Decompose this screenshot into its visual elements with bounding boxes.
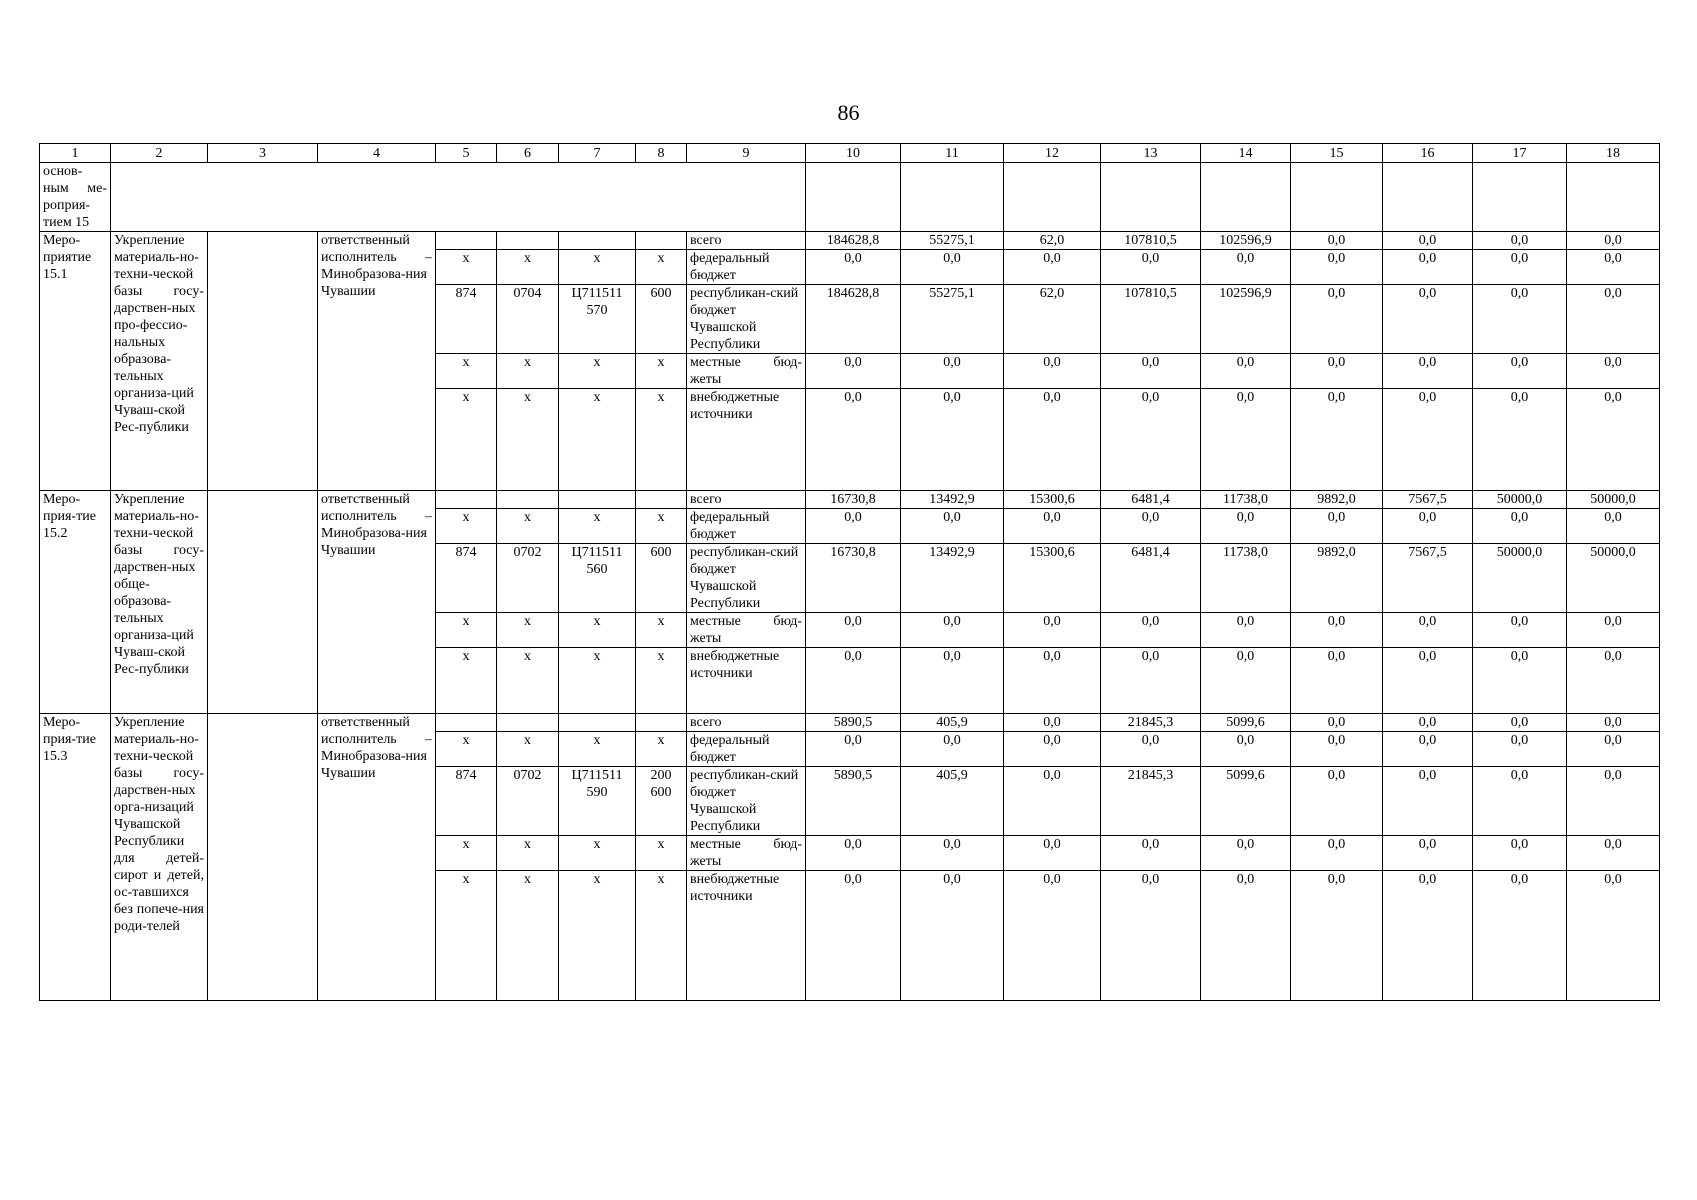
responsible-executor-cell: ответственный исполнитель – Минобразова-ния Чувашии — [318, 491, 436, 714]
amount-cell: 0,0 — [1473, 250, 1567, 285]
amount-cell: 5890,5 — [806, 767, 901, 836]
empty-cell — [208, 714, 318, 1001]
amount-cell: 0,0 — [1201, 613, 1291, 648]
code-expense-type-cell — [636, 232, 687, 250]
measure-id-cell: Меро-приятие 15.1 — [40, 232, 111, 491]
empty-cell — [1101, 163, 1201, 232]
amount-cell: 0,0 — [1004, 250, 1101, 285]
amount-cell: 0,0 — [1473, 836, 1567, 871]
amount-cell: 50000,0 — [1473, 544, 1567, 613]
code-section-cell: 0702 — [497, 767, 559, 836]
amount-cell: 0,0 — [1291, 836, 1383, 871]
amount-cell: 0,0 — [1383, 871, 1473, 1001]
amount-cell: 16730,8 — [806, 544, 901, 613]
amount-cell: 0,0 — [806, 613, 901, 648]
amount-cell: 0,0 — [1291, 732, 1383, 767]
column-number-header: 1 — [40, 144, 111, 163]
code-target-article-cell: x — [559, 389, 636, 491]
amount-cell: 0,0 — [1101, 732, 1201, 767]
amount-cell: 0,0 — [1004, 648, 1101, 714]
amount-cell: 0,0 — [1383, 389, 1473, 491]
amount-cell: 62,0 — [1004, 285, 1101, 354]
column-number-header: 3 — [208, 144, 318, 163]
amount-cell: 107810,5 — [1101, 285, 1201, 354]
code-section-cell: x — [497, 354, 559, 389]
empty-cell — [1291, 163, 1383, 232]
amount-cell: 0,0 — [1101, 354, 1201, 389]
code-target-article-cell — [559, 232, 636, 250]
amount-cell: 0,0 — [1473, 389, 1567, 491]
code-expense-type-cell: 600 — [636, 544, 687, 613]
empty-cell — [111, 163, 806, 232]
amount-cell: 0,0 — [1383, 714, 1473, 732]
amount-cell: 7567,5 — [1383, 544, 1473, 613]
amount-cell: 0,0 — [901, 250, 1004, 285]
amount-cell: 0,0 — [806, 836, 901, 871]
funding-source-cell: внебюджетные источники — [687, 648, 806, 714]
amount-cell: 0,0 — [806, 509, 901, 544]
empty-cell — [1473, 163, 1567, 232]
responsible-executor-cell: ответственный исполнитель – Минобразова-ния Чувашии — [318, 232, 436, 491]
code-grbs-cell: x — [436, 389, 497, 491]
funding-source-cell: республикан-ский бюджет Чувашской Республики — [687, 285, 806, 354]
amount-cell: 0,0 — [1473, 732, 1567, 767]
amount-cell: 0,0 — [806, 732, 901, 767]
amount-cell: 0,0 — [901, 648, 1004, 714]
amount-cell: 184628,8 — [806, 232, 901, 250]
amount-cell: 0,0 — [1291, 714, 1383, 732]
column-number-header: 12 — [1004, 144, 1101, 163]
budget-table — [39, 143, 1660, 1001]
amount-cell: 0,0 — [1201, 648, 1291, 714]
measure-name-cell: Укрепление материаль-но-техни-ческой базы госу-дарствен-ных про-фессио-нальных образова-тельных организа-ций Чуваш-ской Рес-публики — [111, 232, 208, 491]
code-expense-type-cell: x — [636, 648, 687, 714]
code-grbs-cell: x — [436, 354, 497, 389]
amount-cell: 102596,9 — [1201, 285, 1291, 354]
amount-cell: 0,0 — [1567, 871, 1660, 1001]
measure-id-cell: Меро-прия-тие 15.2 — [40, 491, 111, 714]
amount-cell: 0,0 — [1473, 871, 1567, 1001]
amount-cell: 0,0 — [1291, 871, 1383, 1001]
code-grbs-cell: x — [436, 250, 497, 285]
amount-cell: 405,9 — [901, 767, 1004, 836]
amount-cell: 0,0 — [1004, 389, 1101, 491]
funding-source-cell: федеральный бюджет — [687, 732, 806, 767]
amount-cell: 0,0 — [901, 509, 1004, 544]
funding-source-cell: местные бюд-жеты — [687, 836, 806, 871]
amount-cell: 0,0 — [1004, 836, 1101, 871]
code-target-article-cell: x — [559, 250, 636, 285]
amount-cell: 50000,0 — [1473, 491, 1567, 509]
amount-cell: 0,0 — [806, 871, 901, 1001]
amount-cell: 0,0 — [1383, 836, 1473, 871]
amount-cell: 0,0 — [1291, 509, 1383, 544]
code-target-article-cell: x — [559, 354, 636, 389]
amount-cell: 15300,6 — [1004, 491, 1101, 509]
amount-cell: 5890,5 — [806, 714, 901, 732]
amount-cell: 7567,5 — [1383, 491, 1473, 509]
amount-cell: 5099,6 — [1201, 767, 1291, 836]
code-section-cell — [497, 714, 559, 732]
code-grbs-cell: 874 — [436, 544, 497, 613]
amount-cell: 0,0 — [1473, 714, 1567, 732]
page-number: 86 — [837, 100, 860, 125]
amount-cell: 0,0 — [1291, 613, 1383, 648]
code-expense-type-cell: x — [636, 250, 687, 285]
funding-source-cell: всего — [687, 232, 806, 250]
table-header-row — [40, 144, 1660, 163]
amount-cell: 0,0 — [1567, 836, 1660, 871]
amount-cell: 0,0 — [1101, 389, 1201, 491]
code-target-article-cell: Ц711511 590 — [559, 767, 636, 836]
amount-cell: 0,0 — [901, 836, 1004, 871]
code-section-cell — [497, 232, 559, 250]
code-target-article-cell: Ц711511 560 — [559, 544, 636, 613]
amount-cell: 9892,0 — [1291, 491, 1383, 509]
code-expense-type-cell: x — [636, 613, 687, 648]
column-number-header: 18 — [1567, 144, 1660, 163]
table-row — [40, 714, 1660, 732]
code-grbs-cell: 874 — [436, 285, 497, 354]
amount-cell: 0,0 — [1201, 354, 1291, 389]
empty-cell — [806, 163, 901, 232]
code-section-cell: x — [497, 613, 559, 648]
amount-cell: 0,0 — [1383, 250, 1473, 285]
column-number-header: 2 — [111, 144, 208, 163]
code-section-cell: x — [497, 389, 559, 491]
code-target-article-cell: Ц711511 570 — [559, 285, 636, 354]
amount-cell: 0,0 — [1567, 767, 1660, 836]
amount-cell: 0,0 — [901, 732, 1004, 767]
code-expense-type-cell: x — [636, 732, 687, 767]
amount-cell: 0,0 — [1201, 250, 1291, 285]
amount-cell: 0,0 — [1383, 613, 1473, 648]
amount-cell: 0,0 — [806, 389, 901, 491]
code-grbs-cell: x — [436, 871, 497, 1001]
column-number-header: 8 — [636, 144, 687, 163]
amount-cell: 0,0 — [806, 354, 901, 389]
empty-cell — [208, 232, 318, 491]
measure-id-cell: Меро-прия-тие 15.3 — [40, 714, 111, 1001]
funding-source-cell: всего — [687, 491, 806, 509]
amount-cell: 55275,1 — [901, 232, 1004, 250]
amount-cell: 0,0 — [1101, 648, 1201, 714]
responsible-executor-cell: ответственный исполнитель – Минобразова-ния Чувашии — [318, 714, 436, 1001]
table-row — [40, 163, 1660, 232]
empty-cell — [1567, 163, 1660, 232]
code-expense-type-cell — [636, 491, 687, 509]
amount-cell: 0,0 — [1004, 613, 1101, 648]
amount-cell: 405,9 — [901, 714, 1004, 732]
amount-cell: 0,0 — [1201, 389, 1291, 491]
code-grbs-cell: x — [436, 509, 497, 544]
empty-cell — [901, 163, 1004, 232]
amount-cell: 0,0 — [1383, 285, 1473, 354]
amount-cell: 5099,6 — [1201, 714, 1291, 732]
amount-cell: 0,0 — [1383, 509, 1473, 544]
funding-source-cell: всего — [687, 714, 806, 732]
amount-cell: 11738,0 — [1201, 491, 1291, 509]
code-target-article-cell: x — [559, 836, 636, 871]
amount-cell: 0,0 — [1291, 389, 1383, 491]
funding-source-cell: внебюджетные источники — [687, 389, 806, 491]
amount-cell: 0,0 — [1383, 232, 1473, 250]
amount-cell: 0,0 — [1383, 767, 1473, 836]
column-number-header: 16 — [1383, 144, 1473, 163]
column-number-header: 7 — [559, 144, 636, 163]
code-section-cell: x — [497, 509, 559, 544]
funding-source-cell: местные бюд-жеты — [687, 354, 806, 389]
amount-cell: 0,0 — [1291, 648, 1383, 714]
code-expense-type-cell: x — [636, 389, 687, 491]
column-number-header: 10 — [806, 144, 901, 163]
amount-cell: 0,0 — [1567, 509, 1660, 544]
amount-cell: 0,0 — [1567, 232, 1660, 250]
amount-cell: 0,0 — [1473, 232, 1567, 250]
amount-cell: 0,0 — [1567, 714, 1660, 732]
code-section-cell: x — [497, 250, 559, 285]
column-number-header: 11 — [901, 144, 1004, 163]
code-expense-type-cell: 200 600 — [636, 767, 687, 836]
code-grbs-cell: x — [436, 732, 497, 767]
amount-cell: 0,0 — [1101, 613, 1201, 648]
amount-cell: 0,0 — [1201, 871, 1291, 1001]
measure-name-cell: Укрепление материаль-но-техни-ческой базы госу-дарствен-ных обще-образова-тельных организа-ций Чуваш-ской Рес-публики — [111, 491, 208, 714]
funding-source-cell: федеральный бюджет — [687, 509, 806, 544]
amount-cell: 0,0 — [1201, 836, 1291, 871]
amount-cell: 0,0 — [1101, 871, 1201, 1001]
amount-cell: 6481,4 — [1101, 491, 1201, 509]
amount-cell: 50000,0 — [1567, 544, 1660, 613]
amount-cell: 15300,6 — [1004, 544, 1101, 613]
amount-cell: 0,0 — [1101, 250, 1201, 285]
table-row — [40, 232, 1660, 250]
code-section-cell: x — [497, 732, 559, 767]
amount-cell: 0,0 — [901, 354, 1004, 389]
amount-cell: 0,0 — [1473, 354, 1567, 389]
amount-cell: 0,0 — [1473, 285, 1567, 354]
code-target-article-cell — [559, 714, 636, 732]
column-number-header: 17 — [1473, 144, 1567, 163]
code-target-article-cell: x — [559, 648, 636, 714]
column-number-header: 14 — [1201, 144, 1291, 163]
empty-cell — [1383, 163, 1473, 232]
amount-cell: 0,0 — [1567, 250, 1660, 285]
amount-cell: 0,0 — [1383, 648, 1473, 714]
amount-cell: 0,0 — [1201, 509, 1291, 544]
amount-cell: 62,0 — [1004, 232, 1101, 250]
amount-cell: 13492,9 — [901, 544, 1004, 613]
amount-cell: 0,0 — [1291, 232, 1383, 250]
amount-cell: 6481,4 — [1101, 544, 1201, 613]
code-expense-type-cell: x — [636, 509, 687, 544]
amount-cell: 0,0 — [1004, 871, 1101, 1001]
amount-cell: 11738,0 — [1201, 544, 1291, 613]
funding-source-cell: республикан-ский бюджет Чувашской Республики — [687, 544, 806, 613]
amount-cell: 0,0 — [1473, 509, 1567, 544]
amount-cell: 13492,9 — [901, 491, 1004, 509]
code-section-cell: 0704 — [497, 285, 559, 354]
code-section-cell: 0702 — [497, 544, 559, 613]
amount-cell: 21845,3 — [1101, 767, 1201, 836]
amount-cell: 0,0 — [1201, 732, 1291, 767]
amount-cell: 0,0 — [1567, 285, 1660, 354]
funding-source-cell: внебюджетные источники — [687, 871, 806, 1001]
amount-cell: 0,0 — [806, 648, 901, 714]
amount-cell: 0,0 — [1004, 714, 1101, 732]
amount-cell: 50000,0 — [1567, 491, 1660, 509]
table-row — [40, 491, 1660, 509]
intro-text-cell: основ-ным ме-роприя-тием 15 — [40, 163, 111, 232]
amount-cell: 0,0 — [1567, 648, 1660, 714]
code-target-article-cell: x — [559, 613, 636, 648]
code-grbs-cell — [436, 714, 497, 732]
amount-cell: 0,0 — [1567, 389, 1660, 491]
column-number-header: 5 — [436, 144, 497, 163]
amount-cell: 0,0 — [1383, 732, 1473, 767]
amount-cell: 0,0 — [1004, 509, 1101, 544]
amount-cell: 0,0 — [1473, 648, 1567, 714]
amount-cell: 0,0 — [1291, 250, 1383, 285]
amount-cell: 0,0 — [1291, 767, 1383, 836]
code-grbs-cell — [436, 491, 497, 509]
code-section-cell: x — [497, 836, 559, 871]
amount-cell: 0,0 — [901, 389, 1004, 491]
amount-cell: 0,0 — [806, 250, 901, 285]
code-target-article-cell: x — [559, 871, 636, 1001]
amount-cell: 9892,0 — [1291, 544, 1383, 613]
amount-cell: 0,0 — [1101, 836, 1201, 871]
code-section-cell: x — [497, 648, 559, 714]
column-number-header: 9 — [687, 144, 806, 163]
code-grbs-cell: x — [436, 648, 497, 714]
amount-cell: 0,0 — [901, 871, 1004, 1001]
empty-cell — [1201, 163, 1291, 232]
column-number-header: 13 — [1101, 144, 1201, 163]
code-expense-type-cell: x — [636, 871, 687, 1001]
amount-cell: 0,0 — [1004, 354, 1101, 389]
code-target-article-cell: x — [559, 509, 636, 544]
code-grbs-cell: 874 — [436, 767, 497, 836]
amount-cell: 0,0 — [1101, 509, 1201, 544]
amount-cell: 184628,8 — [806, 285, 901, 354]
code-expense-type-cell — [636, 714, 687, 732]
funding-source-cell: федеральный бюджет — [687, 250, 806, 285]
amount-cell: 16730,8 — [806, 491, 901, 509]
amount-cell: 0,0 — [1004, 767, 1101, 836]
amount-cell: 0,0 — [1567, 613, 1660, 648]
amount-cell: 0,0 — [1383, 354, 1473, 389]
measure-name-cell: Укрепление материаль-но-техни-ческой базы госу-дарствен-ных орга-низаций Чувашской Республики для детей-сирот и детей, ос-тавшихся без попече-ния роди-телей — [111, 714, 208, 1001]
amount-cell: 102596,9 — [1201, 232, 1291, 250]
amount-cell: 55275,1 — [901, 285, 1004, 354]
code-grbs-cell: x — [436, 613, 497, 648]
code-expense-type-cell: 600 — [636, 285, 687, 354]
code-target-article-cell: x — [559, 732, 636, 767]
amount-cell: 0,0 — [901, 613, 1004, 648]
code-section-cell: x — [497, 871, 559, 1001]
code-target-article-cell — [559, 491, 636, 509]
code-expense-type-cell: x — [636, 836, 687, 871]
amount-cell: 0,0 — [1473, 613, 1567, 648]
amount-cell: 0,0 — [1004, 732, 1101, 767]
amount-cell: 107810,5 — [1101, 232, 1201, 250]
amount-cell: 0,0 — [1473, 767, 1567, 836]
amount-cell: 0,0 — [1291, 354, 1383, 389]
code-grbs-cell: x — [436, 836, 497, 871]
funding-source-cell: местные бюд-жеты — [687, 613, 806, 648]
column-number-header: 15 — [1291, 144, 1383, 163]
code-grbs-cell — [436, 232, 497, 250]
funding-source-cell: республикан-ский бюджет Чувашской Республики — [687, 767, 806, 836]
code-section-cell — [497, 491, 559, 509]
amount-cell: 21845,3 — [1101, 714, 1201, 732]
amount-cell: 0,0 — [1567, 732, 1660, 767]
code-expense-type-cell: x — [636, 354, 687, 389]
amount-cell: 0,0 — [1291, 285, 1383, 354]
empty-cell — [1004, 163, 1101, 232]
column-number-header: 4 — [318, 144, 436, 163]
column-number-header: 6 — [497, 144, 559, 163]
amount-cell: 0,0 — [1567, 354, 1660, 389]
empty-cell — [208, 491, 318, 714]
